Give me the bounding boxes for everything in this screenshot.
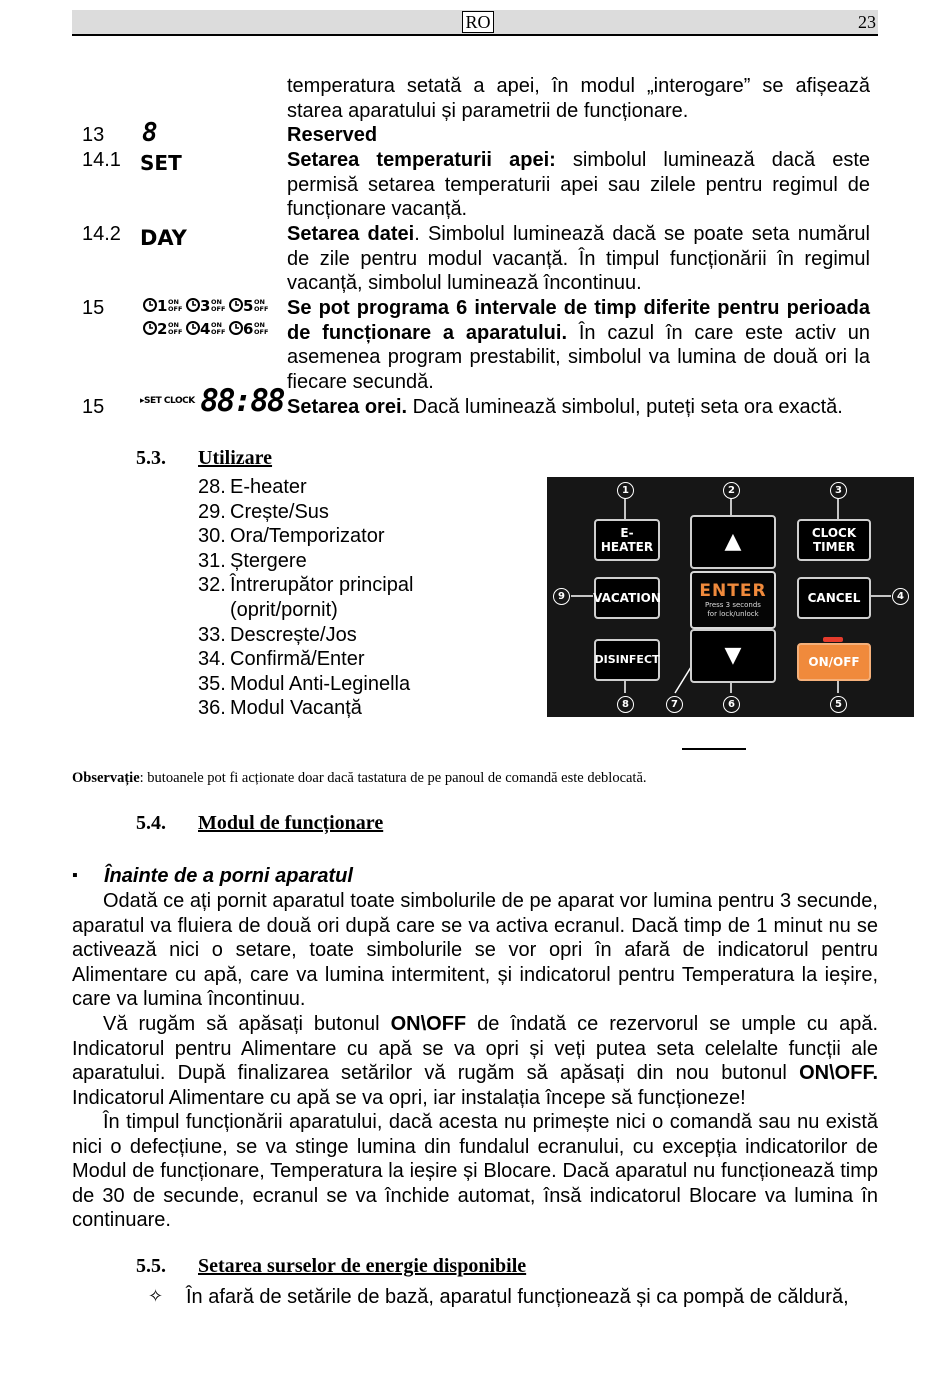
list-number: 33.	[198, 623, 226, 646]
callout-2: 2	[723, 482, 740, 499]
onoff-label: ON\OFF	[390, 1013, 467, 1035]
callout-9: 9	[553, 588, 570, 605]
callout-1: 1	[617, 482, 634, 499]
list-item	[198, 573, 470, 622]
timer-off-label: OFF	[254, 328, 269, 336]
row-text: . Simbolul luminează dacă se poate seta numărul de zile pentru modul vacanță. În timpul funcționării în regimul vacanță, simbolul luminează încontinuu.	[287, 223, 870, 295]
list-item	[198, 524, 528, 549]
timer-number: 4	[200, 320, 211, 338]
list-number: 30.	[198, 525, 226, 548]
timer-number: 5	[243, 297, 254, 315]
list-label: Ora/Temporizator	[230, 525, 385, 548]
list-label: Modul Vacanță	[230, 697, 362, 720]
control-panel-image	[547, 477, 914, 717]
timer-on-label: ON	[211, 298, 222, 306]
enter-button[interactable]	[690, 571, 776, 629]
down-arrow-button[interactable]: ▼	[690, 629, 776, 683]
set-clock-symbol-icon	[140, 383, 284, 419]
row-title: Setarea temperaturii apei:	[287, 149, 556, 171]
bullet-square-icon: ▪	[72, 867, 78, 884]
table-intro: temperatura setată a apei, în modul „interogare” se afișează starea aparatului și parametrii de funcționare.	[287, 75, 870, 122]
row-description	[287, 222, 870, 296]
list-number: 36.	[198, 697, 226, 720]
row-number: 14.2	[82, 223, 121, 245]
callout-6: 6	[723, 696, 740, 713]
timer-2-icon	[144, 320, 182, 338]
row-description	[287, 395, 870, 420]
row-title: Setarea orei.	[287, 396, 408, 418]
p2-text: de îndată ce rezervorul se umple cu apă. Indicatorul pentru Alimentare cu apă se va opri și veți putea seta celelalte funcții ale aparatului. După finalizarea setărilor vă rugăm să apăsați din nou butonul	[72, 1013, 878, 1085]
divider	[682, 748, 746, 750]
list-item	[198, 647, 528, 672]
timer-off-label: OFF	[254, 305, 269, 313]
bullet-title: Înainte de a porni aparatul	[104, 865, 353, 887]
list-item	[198, 500, 528, 525]
callout-7: 7	[666, 696, 683, 713]
row-description	[287, 296, 870, 394]
timer-on-label: ON	[254, 298, 265, 306]
vacation-button[interactable]: VACATION	[594, 577, 660, 619]
e-heater-button[interactable]: E-HEATER	[594, 519, 660, 561]
clock-digits: 88:88	[200, 383, 284, 419]
onoff-button[interactable]: ON/OFF	[797, 643, 871, 681]
onoff-led-icon	[823, 637, 843, 642]
row-text: Dacă luminează simbolul, puteți seta ora exactă.	[407, 396, 843, 418]
list-number: 31.	[198, 549, 226, 572]
timer-off-label: OFF	[168, 305, 183, 313]
set-symbol-icon: SET	[140, 151, 182, 175]
list-number: 35.	[198, 672, 226, 695]
list-number: 29.	[198, 500, 226, 523]
day-symbol-icon: DAY	[140, 226, 187, 250]
timer-4-icon	[187, 320, 225, 338]
timer-3-icon	[187, 297, 225, 315]
row-text: În cazul în care este activ un asemenea program prestabilit, simbolul va lumina de două ori la fiecare secundă.	[287, 321, 870, 393]
page-number: 23	[858, 12, 876, 32]
section-title: Utilizare	[198, 447, 273, 469]
digit-symbol-icon: 8	[142, 118, 158, 148]
p2-text: Vă rugăm să apăsați butonul	[103, 1013, 391, 1035]
observation-label: Observație	[72, 770, 140, 786]
row-number: 13	[82, 124, 105, 146]
timer-5-icon	[230, 297, 268, 315]
p2-text: Indicatorul Alimentare cu apă se va opri, iar instalația începe să funcționeze!	[72, 1086, 746, 1109]
cancel-button[interactable]: CANCEL	[797, 577, 871, 619]
list-item	[198, 672, 528, 697]
timer-on-label: ON	[211, 321, 222, 329]
paragraph	[72, 1012, 878, 1110]
paragraph: Odată ce ați pornit aparatul toate simbolurile de pe aparat vor lumina pentru 3 secunde, aparatul va fluiera de două ori după care se va activa ecranul. Dacă timp de 1 minut nu se activează nici o setare, toate simbolurile se vor opri în afară de indicatorul pentru Alimentare cu apă, care va lumina intermitent, și indicatorul pentru Temperatura la ieșire, care va lumina încontinuu.	[72, 890, 878, 1011]
timer-1-icon	[144, 297, 182, 315]
timer-programs-icon	[142, 295, 277, 341]
timer-number: 6	[243, 320, 254, 338]
timer-number: 2	[157, 320, 168, 338]
enter-hint-1: Press 3 seconds	[705, 600, 761, 609]
paragraph: În timpul funcționării aparatului, dacă acesta nu primește nici o comandă sau nu există nici o defecțiune, se va stinge lumina din fundalul ecranului, cu excepția indicatorilor de Modul de funcționare, Temperatura la ieșire și Blocare. Dacă aparatul nu funcționează timp de 30 de secunde, ecranul se va închide automat, însă indicatorul Blocare va lumina în continuare.	[72, 1111, 878, 1232]
clock-timer-button[interactable]	[797, 519, 871, 561]
list-label: Descrește/Jos	[230, 623, 357, 646]
list-label: Întrerupător principal (oprit/pornit)	[230, 574, 414, 621]
enter-label: ENTER	[699, 580, 767, 601]
section-title: Setarea surselor de energie disponibile	[198, 1255, 527, 1277]
list-number: 28.	[198, 476, 226, 498]
timer-on-label: ON	[254, 321, 265, 329]
list-item	[198, 696, 528, 721]
enter-hint-2: for lock/unlock	[707, 609, 759, 618]
list-item	[198, 475, 528, 500]
up-arrow-button[interactable]: ▲	[690, 515, 776, 569]
row-number: 15	[82, 297, 105, 319]
bullet-text: În afară de setările de bază, aparatul funcționează și ca pompă de căldură,	[186, 1286, 849, 1308]
timer-6-icon	[230, 320, 268, 338]
clock-label: CLOCK	[811, 526, 857, 540]
observation-note	[72, 770, 647, 787]
timer-on-label: ON	[168, 298, 179, 306]
callout-4: 4	[892, 588, 909, 605]
timer-number: 1	[157, 297, 168, 315]
timer-on-label: ON	[168, 321, 179, 329]
row-number: 15	[82, 396, 105, 418]
list-label: Ștergere	[230, 549, 307, 572]
callout-3: 3	[830, 482, 847, 499]
section-number: 5.3.	[136, 447, 166, 469]
list-label: Confirmă/Enter	[230, 648, 365, 671]
row-text: simbolul luminează dacă este permisă setarea temperaturii apei sau zilele pentru regimul de funcționare vacanță.	[287, 149, 870, 221]
list-item	[198, 549, 528, 574]
timer-off-label: OFF	[211, 328, 226, 336]
timer-number: 3	[200, 297, 211, 315]
language-tag: RO	[462, 11, 494, 33]
section-number: 5.5.	[136, 1255, 166, 1277]
list-number: 32.	[198, 574, 226, 597]
page-header	[72, 10, 878, 36]
set-clock-label: ▸SET CLOCK	[140, 396, 195, 406]
row-title: Reserved	[287, 124, 378, 146]
row-number: 14.1	[82, 149, 121, 171]
list-label: E-heater	[230, 476, 307, 498]
callout-5: 5	[830, 696, 847, 713]
list-item	[198, 623, 528, 648]
onoff-label: ON\OFF.	[799, 1062, 878, 1085]
disinfect-button[interactable]: DISINFECT	[594, 639, 660, 681]
section-number: 5.4.	[136, 812, 166, 834]
observation-text: : butoanele pot fi acționate doar dacă tastatura de pe panoul de comandă este deblocată.	[139, 770, 647, 786]
row-title: Se pot programa 6 intervale de timp diferite pentru perioada de funcționare a aparatului.	[287, 297, 870, 344]
timer-off-label: OFF	[168, 328, 183, 336]
row-title: Setarea datei	[287, 223, 415, 245]
list-label: Modul Anti-Leginella	[230, 672, 411, 695]
timer-label: TIMER	[812, 540, 856, 554]
list-number: 34.	[198, 648, 226, 671]
button-list	[198, 475, 528, 721]
section-title: Modul de funcționare	[198, 812, 384, 834]
callout-8: 8	[617, 696, 634, 713]
list-label: Crește/Sus	[230, 500, 329, 523]
row-description	[287, 148, 870, 222]
timer-off-label: OFF	[211, 305, 226, 313]
diamond-bullet-icon: ✧	[148, 1286, 164, 1307]
